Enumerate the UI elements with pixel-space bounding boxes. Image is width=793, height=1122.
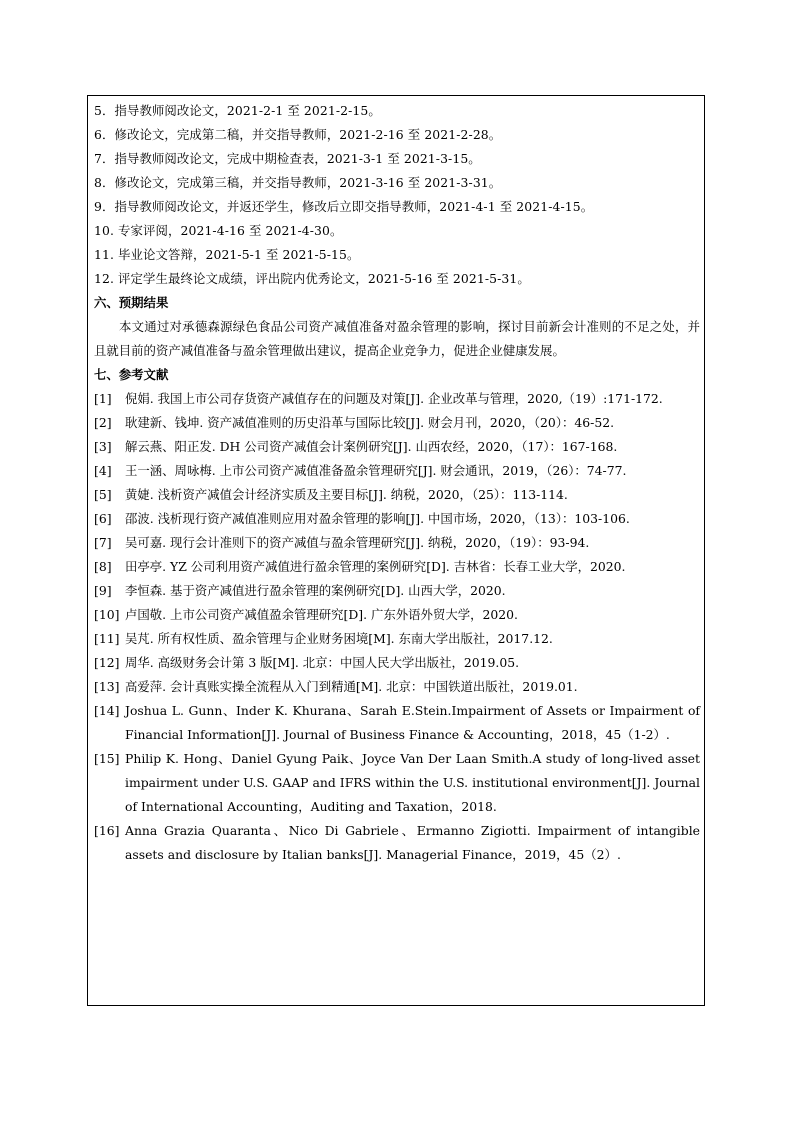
reference-text: 高爱萍. 会计真账实操全流程从入门到精通[M]. 北京：中国铁道出版社，2019.01. <box>125 679 578 694</box>
reference-text: Philip K. Hong、Daniel Gyung Paik、Joyce Van Der Laan Smith.A study of long-lived asset impairment under U.S. GAAP and IFRS within the U.S. institutional environment[J]. Journal of International Accounting，Auditing and Taxation，2018. <box>125 751 700 814</box>
reference-item <box>94 675 700 699</box>
reference-text: 耿建新、钱坤. 资产减值准则的历史沿革与国际比较[J]. 财会月刊，2020，（20）：46-52. <box>125 415 615 430</box>
section-heading-references: 七、参考文献 <box>94 367 169 382</box>
schedule-list <box>94 99 700 291</box>
reference-item <box>94 507 700 531</box>
reference-list <box>94 387 700 867</box>
reference-text: 田亭亭. YZ 公司利用资产减值进行盈余管理的案例研究[D]. 吉林省：长春工业大学，2020. <box>125 559 626 574</box>
reference-item <box>94 579 700 603</box>
reference-item <box>94 555 700 579</box>
reference-text: 周华. 高级财务会计第 3 版[M]. 北京：中国人民大学出版社，2019.05. <box>125 655 520 670</box>
reference-number: [5] <box>94 487 112 502</box>
reference-text: 解云燕、阳正发. DH 公司资产减值会计案例研究[J]. 山西农经，2020，（17）：167-168. <box>125 439 618 454</box>
reference-number: [12] <box>94 655 120 670</box>
reference-item <box>94 435 700 459</box>
reference-text: Joshua L. Gunn、Inder K. Khurana、Sarah E.Stein.Impairment of Assets or Impairment of Financial Information[J]. Journal of Business Finance & Accounting，2018，45（1-2）. <box>125 703 700 742</box>
reference-item <box>94 651 700 675</box>
reference-text: 卢国敬. 上市公司资产减值盈余管理研究[D]. 广东外语外贸大学，2020. <box>125 607 518 622</box>
reference-text: 邵波. 浅析现行资产减值准则应用对盈余管理的影响[J]. 中国市场，2020，（13）：103-106. <box>125 511 630 526</box>
reference-item <box>94 411 700 435</box>
schedule-item: 6．修改论文，完成第二稿，并交指导教师，2021-2-16 至 2021-2-28。 <box>94 127 502 142</box>
reference-number: [3] <box>94 439 112 454</box>
reference-number: [9] <box>94 583 112 598</box>
reference-item <box>94 483 700 507</box>
schedule-item: 7．指导教师阅改论文，完成中期检查表，2021-3-1 至 2021-3-15。 <box>94 151 481 166</box>
reference-number: [6] <box>94 511 112 526</box>
reference-number: [13] <box>94 679 120 694</box>
document-frame <box>87 95 705 1006</box>
reference-text: 王一涵、周咏梅. 上市公司资产减值准备盈余管理研究[J]. 财会通讯，2019，（26）：74-77. <box>125 463 627 478</box>
reference-item <box>94 459 700 483</box>
reference-text: 吴芃. 所有权性质、盈余管理与企业财务困境[M]. 东南大学出版社，2017.12. <box>125 631 553 646</box>
reference-item <box>94 627 700 651</box>
reference-number: [16] <box>94 823 120 838</box>
reference-item <box>94 747 700 819</box>
expected-results-paragraph: 本文通过对承德森源绿色食品公司资产减值准备对盈余管理的影响，探讨目前新会计准则的不足之处，并且就目前的资产减值准备与盈余管理做出建议，提高企业竞争力，促进企业健康发展。 <box>94 319 700 358</box>
reference-item <box>94 387 700 411</box>
reference-text: Anna Grazia Quaranta、Nico Di Gabriele、Ermanno Zigiotti. Impairment of intangible assets and disclosure by Italian banks[J]. Managerial Finance，2019，45（2）. <box>125 823 700 862</box>
reference-number: [1] <box>94 391 112 406</box>
reference-text: 吴可嘉. 现行会计准则下的资产减值与盈余管理研究[J]. 纳税，2020，（19）：93-94. <box>125 535 590 550</box>
reference-item <box>94 603 700 627</box>
reference-number: [2] <box>94 415 112 430</box>
reference-number: [11] <box>94 631 120 646</box>
reference-number: [7] <box>94 535 112 550</box>
schedule-item: 9．指导教师阅改论文，并返还学生，修改后立即交指导教师，2021-4-1 至 2021-4-15。 <box>94 199 594 214</box>
reference-number: [8] <box>94 559 112 574</box>
reference-number: [10] <box>94 607 120 622</box>
schedule-item: 5．指导教师阅改论文，2021-2-1 至 2021-2-15。 <box>94 103 381 118</box>
reference-item <box>94 819 700 867</box>
schedule-item: 11. 毕业论文答辩，2021-5-1 至 2021-5-15。 <box>94 247 360 262</box>
reference-text: 李恒森. 基于资产减值进行盈余管理的案例研究[D]. 山西大学，2020. <box>125 583 506 598</box>
reference-number: [4] <box>94 463 112 478</box>
reference-number: [15] <box>94 751 120 766</box>
schedule-item: 10. 专家评阅，2021-4-16 至 2021-4-30。 <box>94 223 343 238</box>
document-content <box>94 99 700 867</box>
reference-text: 倪娟. 我国上市公司存货资产减值存在的问题及对策[J]. 企业改革与管理，2020,（19）:171-172. <box>125 391 663 406</box>
schedule-item: 12. 评定学生最终论文成绩，评出院内优秀论文，2021-5-16 至 2021-5-31。 <box>94 271 530 286</box>
reference-number: [14] <box>94 703 120 718</box>
reference-text: 黄婕. 浅析资产减值会计经济实质及主要目标[J]. 纳税，2020，（25）：113-114. <box>125 487 568 502</box>
section-heading-expected-results: 六、预期结果 <box>94 295 169 310</box>
reference-item <box>94 699 700 747</box>
schedule-item: 8．修改论文，完成第三稿，并交指导教师，2021-3-16 至 2021-3-31。 <box>94 175 502 190</box>
reference-item <box>94 531 700 555</box>
